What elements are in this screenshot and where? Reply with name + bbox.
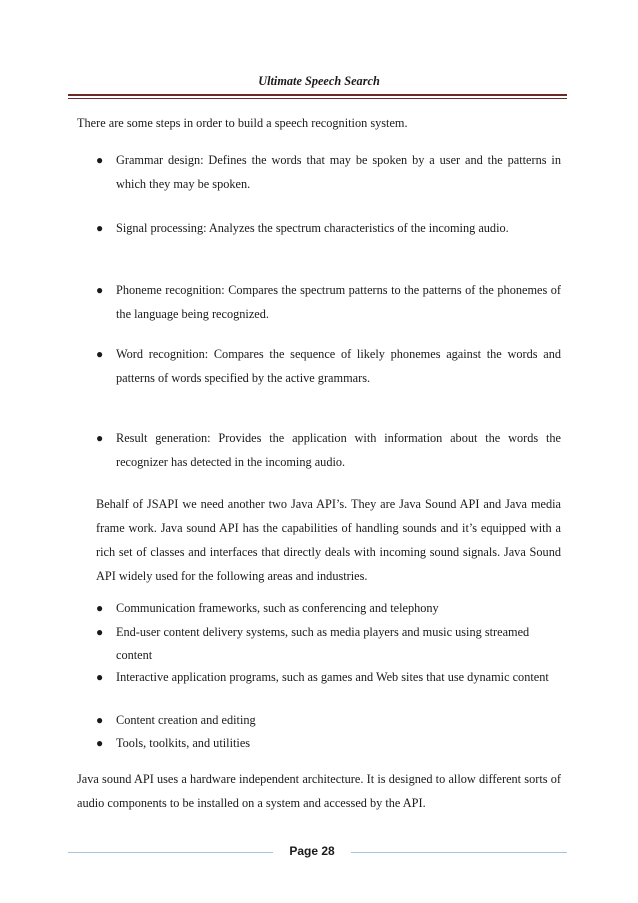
header-rule — [68, 94, 567, 96]
header-rule-thin — [68, 98, 567, 99]
bullet-icon: ● — [96, 713, 104, 727]
list-item-text: Grammar design: Defines the words that may be spoken by a user and the patterns in which they may be spoken. — [116, 153, 561, 191]
bullet-icon: ● — [96, 347, 104, 361]
list-item-text: Communication frameworks, such as conferencing and telephony — [116, 601, 439, 615]
list-item-text: Phoneme recognition: Compares the spectrum patterns to the patterns of the phonemes of the language being recognized. — [116, 283, 561, 321]
list-item-text: Content creation and editing — [116, 713, 256, 727]
list-item-text: Tools, toolkits, and utilities — [116, 736, 251, 750]
bullet-icon: ● — [96, 625, 104, 639]
bullet-icon: ● — [96, 431, 104, 445]
list-item-text: Interactive application programs, such as games and Web sites that use dynamic content — [116, 670, 549, 684]
list-item-text: End-user content delivery systems, such as media players and music using streamed content — [116, 625, 530, 662]
list-item-text: Word recognition: Compares the sequence of likely phonemes against the words and patterns of words specified by the active grammars. — [116, 347, 561, 385]
bullet-icon: ● — [96, 153, 104, 167]
header-title: Ultimate Speech Search — [258, 74, 380, 88]
list-item-text: Signal processing: Analyzes the spectrum characteristics of the incoming audio. — [116, 221, 509, 235]
closing-paragraph: Java sound API uses a hardware independent architecture. It is designed to allow different sorts of audio components to be installed on a system and accessed by the API. — [77, 772, 561, 810]
bullet-icon: ● — [96, 601, 104, 615]
bullet-icon: ● — [96, 221, 104, 235]
page-number: Page 28 — [289, 844, 335, 858]
bullet-icon: ● — [96, 736, 104, 750]
intro-paragraph: There are some steps in order to build a speech recognition system. — [77, 116, 408, 130]
bullet-icon: ● — [96, 283, 104, 297]
footer-rule-left — [68, 852, 273, 853]
behalf-paragraph: Behalf of JSAPI we need another two Java API’s. They are Java Sound API and Java media frame work. Java sound API has the capabilities of handling sounds and it’s equipped with a rich set of classes and interfaces that directly deals with incoming sound signals. Java Sound API widely used for the following areas and industries. — [96, 497, 561, 583]
bullet-icon: ● — [96, 670, 104, 684]
footer-rule-right — [351, 852, 567, 853]
list-item-text: Result generation: Provides the application with information about the words the recognizer has detected in the incoming audio. — [116, 431, 561, 469]
